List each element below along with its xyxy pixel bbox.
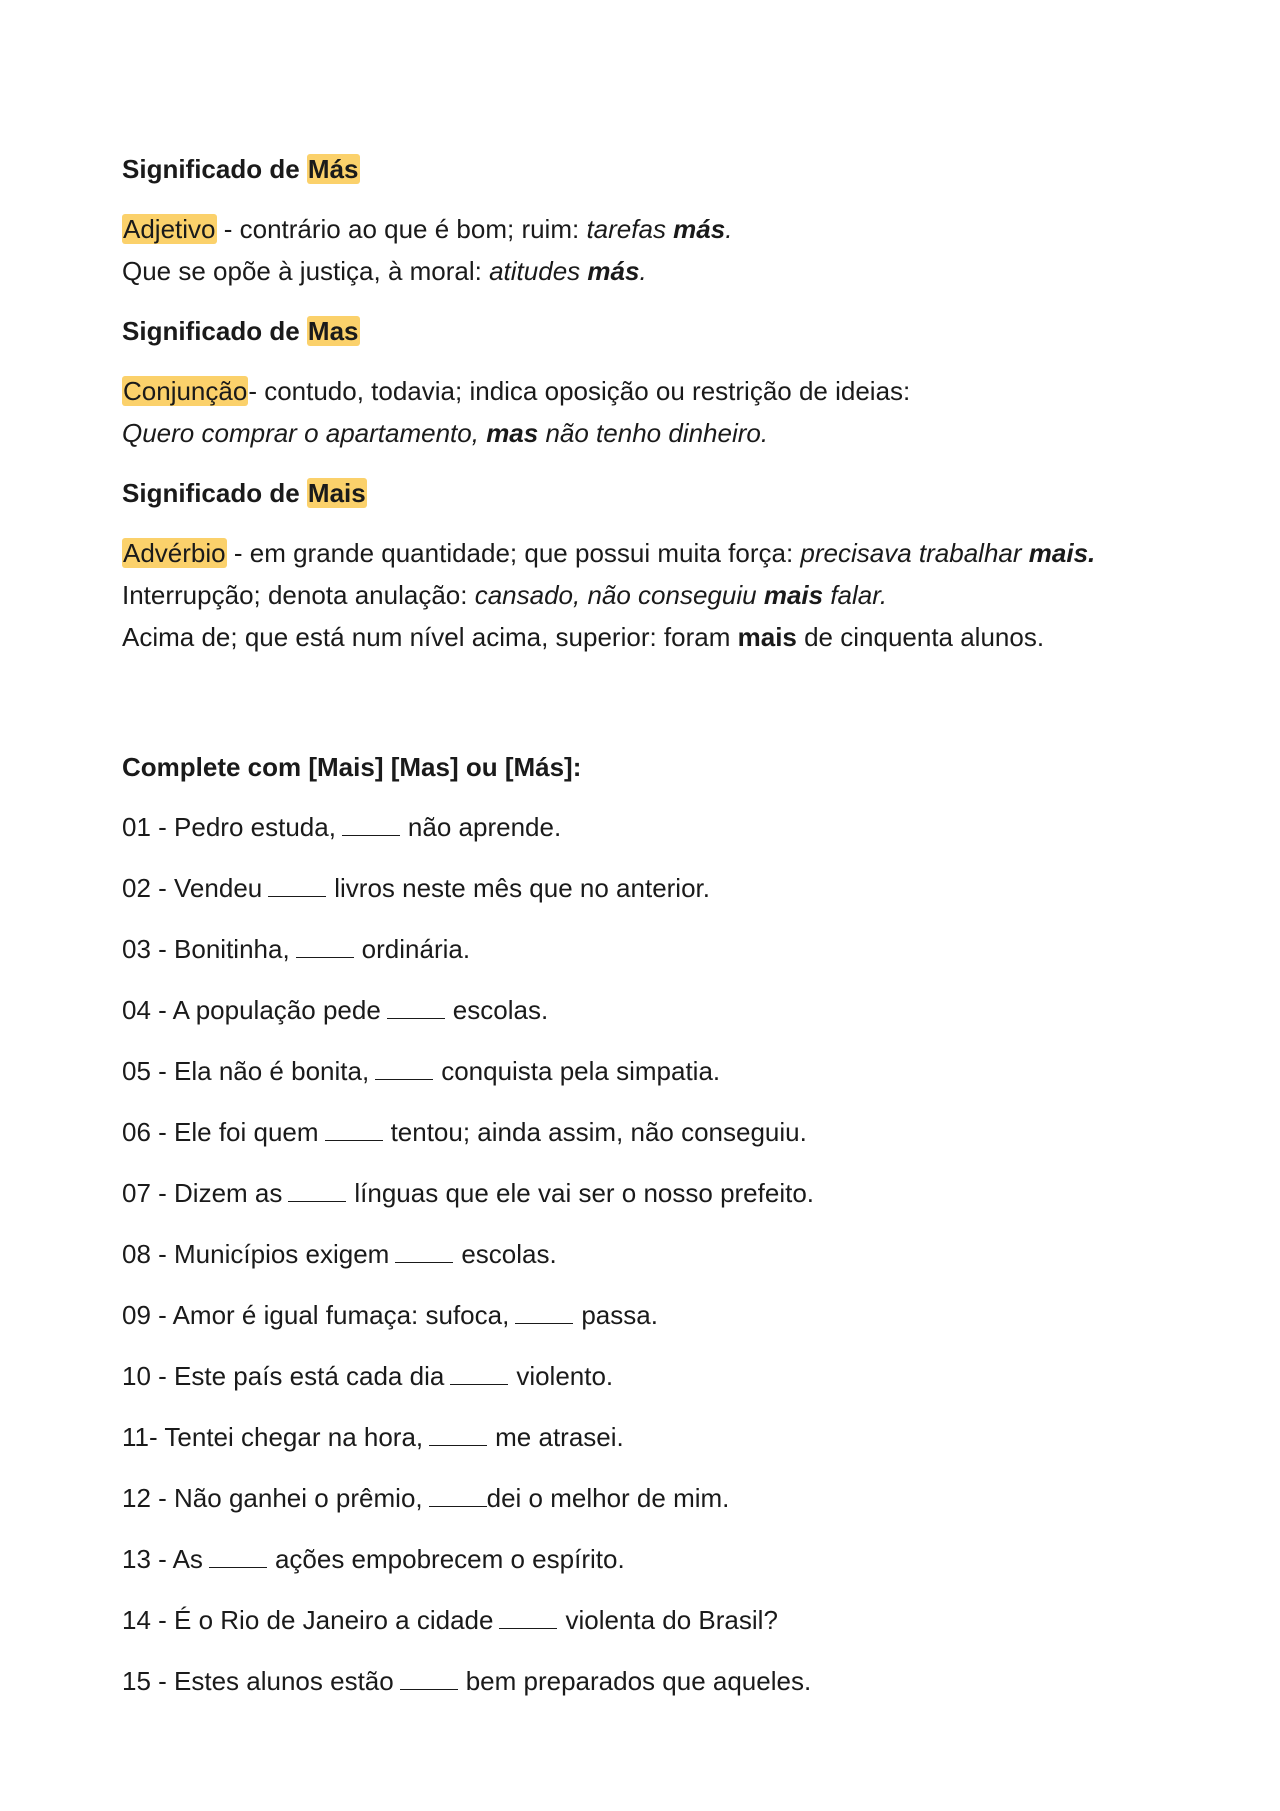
highlight-word: Más bbox=[307, 154, 359, 184]
answer-blank[interactable] bbox=[268, 872, 326, 897]
answer-blank[interactable] bbox=[400, 1665, 458, 1690]
exercise-item: 07 - Dizem as línguas que ele vai ser o nosso prefeito. bbox=[122, 1178, 815, 1208]
answer-blank[interactable] bbox=[375, 1055, 433, 1080]
definition-line: Conjunção- contudo, todavia; indica oposição ou restrição de ideias: bbox=[123, 376, 911, 406]
exercise-item: 02 - Vendeu livros neste mês que no anterior. bbox=[122, 873, 710, 903]
definition-mas-conjunction bbox=[122, 370, 1182, 454]
answer-blank[interactable] bbox=[296, 933, 354, 958]
definition-line: Acima de; que está num nível acima, superior: foram mais de cinquenta alunos. bbox=[122, 622, 1045, 652]
exercise-item: 15 - Estes alunos estão bem preparados que aqueles. bbox=[122, 1666, 812, 1696]
word-class-label: Conjunção bbox=[123, 376, 248, 406]
highlight-word: Mais bbox=[307, 478, 366, 508]
document-content bbox=[122, 148, 1182, 1721]
exercise-item: 14 - É o Rio de Janeiro a cidade violenta do Brasil? bbox=[122, 1605, 778, 1635]
word-class-label: Advérbio bbox=[123, 538, 226, 568]
exercise-item: 11- Tentei chegar na hora, me atrasei. bbox=[122, 1422, 624, 1452]
answer-blank[interactable] bbox=[387, 994, 445, 1019]
exercise-item: 03 - Bonitinha, ordinária. bbox=[122, 934, 471, 964]
exercise-item: 04 - A população pede escolas. bbox=[122, 995, 549, 1025]
definition-mais-adverb bbox=[122, 532, 1182, 658]
answer-blank[interactable] bbox=[450, 1360, 508, 1385]
definition-mas-adjective bbox=[122, 208, 1182, 292]
exercise-item: 13 - As ações empobrecem o espírito. bbox=[122, 1544, 625, 1574]
exercise-item: 05 - Ela não é bonita, conquista pela simpatia. bbox=[122, 1056, 721, 1086]
heading-mas-adjective: Significado de Más bbox=[122, 154, 359, 184]
exercise-item: 01 - Pedro estuda, não aprende. bbox=[122, 812, 562, 842]
answer-blank[interactable] bbox=[499, 1604, 557, 1629]
answer-blank[interactable] bbox=[288, 1177, 346, 1202]
answer-blank[interactable] bbox=[429, 1482, 487, 1507]
definition-line: Adjetivo - contrário ao que é bom; ruim: tarefas más. bbox=[123, 214, 733, 244]
answer-blank[interactable] bbox=[395, 1238, 453, 1263]
definition-line: Interrupção; denota anulação: cansado, não conseguiu mais falar. bbox=[122, 580, 888, 610]
answer-blank[interactable] bbox=[325, 1116, 383, 1141]
answer-blank[interactable] bbox=[515, 1299, 573, 1324]
answer-blank[interactable] bbox=[209, 1543, 267, 1568]
exercise-item: 12 - Não ganhei o prêmio, dei o melhor de mim. bbox=[122, 1483, 730, 1513]
heading-mais-adverb: Significado de Mais bbox=[122, 478, 366, 508]
exercise-item: 10 - Este país está cada dia violento. bbox=[122, 1361, 614, 1391]
highlight-word: Mas bbox=[307, 316, 359, 346]
exercise-item: 06 - Ele foi quem tentou; ainda assim, não conseguiu. bbox=[122, 1117, 807, 1147]
heading-mas-conjunction: Significado de Mas bbox=[122, 316, 359, 346]
exercise-title: Complete com [Mais] [Mas] ou [Más]: bbox=[122, 752, 582, 782]
word-class-label: Adjetivo bbox=[123, 214, 216, 244]
answer-blank[interactable] bbox=[342, 811, 400, 836]
answer-blank[interactable] bbox=[429, 1421, 487, 1446]
definition-line: Quero comprar o apartamento, mas não tenho dinheiro. bbox=[122, 418, 769, 448]
definition-line: Que se opõe à justiça, à moral: atitudes más. bbox=[122, 256, 647, 286]
definition-line: Advérbio - em grande quantidade; que possui muita força: precisava trabalhar mais. bbox=[123, 538, 1096, 568]
exercise-item: 08 - Municípios exigem escolas. bbox=[122, 1239, 557, 1269]
exercise-item: 09 - Amor é igual fumaça: sufoca, passa. bbox=[122, 1300, 658, 1330]
